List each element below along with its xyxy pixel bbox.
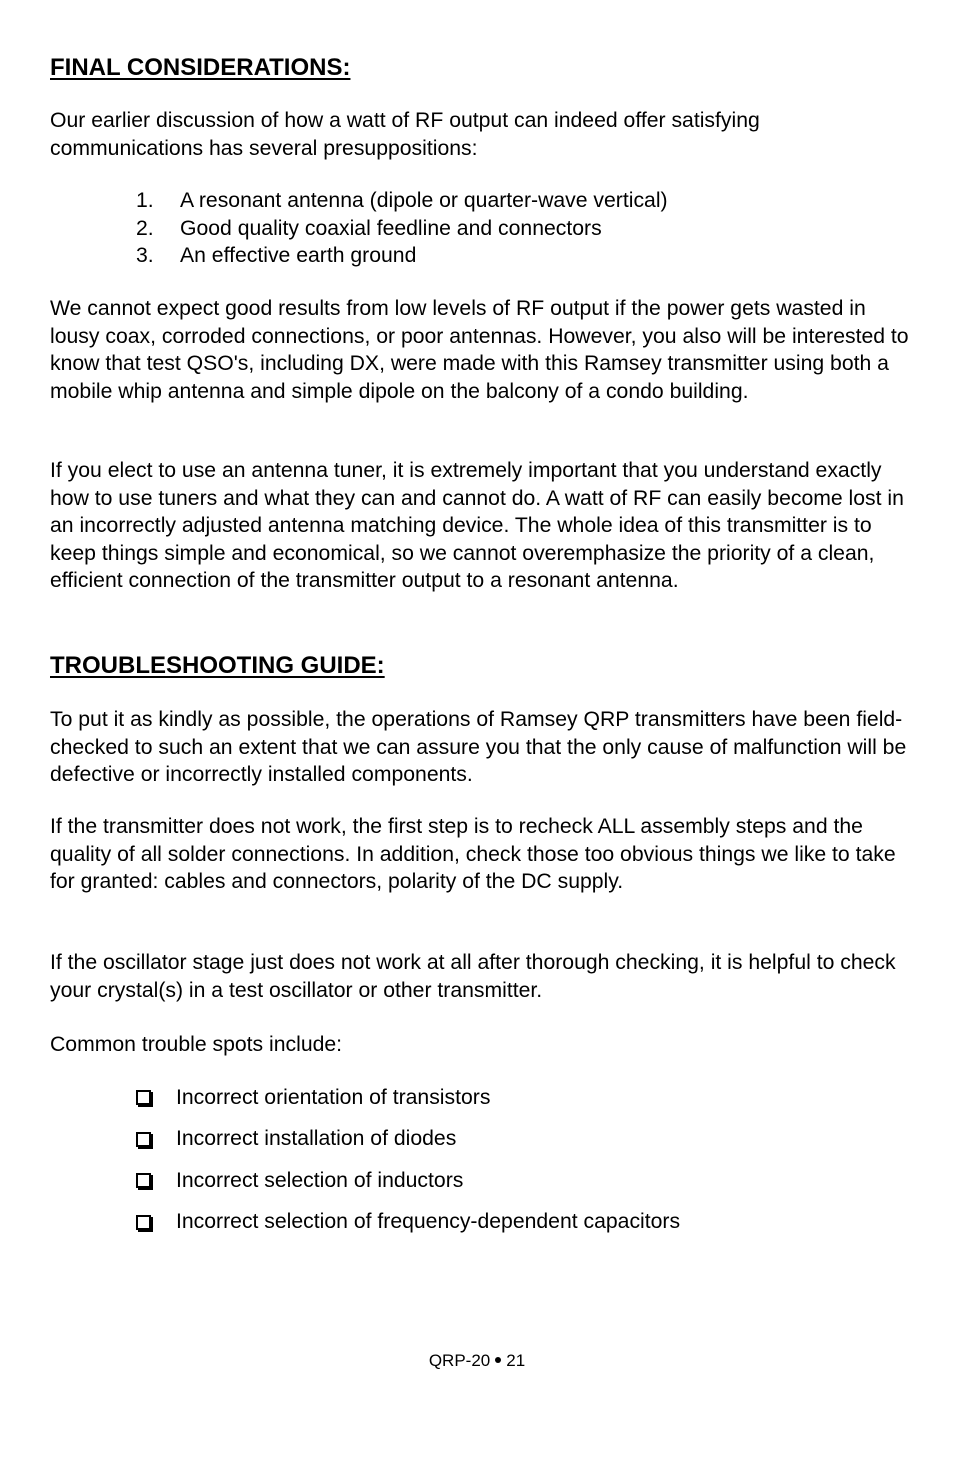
heading-troubleshooting-guide: TROUBLESHOOTING GUIDE: [50, 652, 385, 679]
list-text: Incorrect selection of frequency-dependent capacitors [176, 1210, 681, 1234]
paragraph-intro: Our earlier discussion of how a watt of RF output can indeed offer satisfying communications has several presuppositions: [50, 109, 760, 160]
paragraph-rf-output: We cannot expect good results from low levels of RF output if the power gets wasted in lousy coax, corroded connections, or poor antennas. However, you also will be interested to know that test QSO's, including DX, were made with this Ramsey transmitter using both a mobile whip antenna and simple dipole on the balcony of a condo building. [50, 297, 909, 403]
list-number: 1. [136, 189, 154, 212]
checkbox-icon [136, 1173, 151, 1188]
paragraph-trouble-spots: Common trouble spots include: [50, 1033, 343, 1056]
list-item [136, 242, 668, 270]
presuppositions-list [136, 187, 668, 270]
list-text: Good quality coaxial feedline and connectors [180, 216, 602, 240]
footer-model: QRP-20 [428, 1351, 491, 1370]
paragraph-recheck: If the transmitter does not work, the first step is to recheck ALL assembly steps and the quality of all solder connections. In addition, check those too obvious things we like to take for granted: cables and connectors, polarity of the DC supply. [50, 815, 896, 894]
paragraph-field-checked: To put it as kindly as possible, the operations of Ramsey QRP transmitters have been field-checked to such an extent that we can assure you that the only cause of malfunction will be defective or incorrectly installed components. [50, 708, 907, 787]
page-footer [0, 1351, 954, 1371]
page-number: 21 [506, 1351, 526, 1370]
heading-final-considerations: FINAL CONSIDERATIONS: [50, 54, 351, 81]
checkbox-icon [136, 1090, 151, 1105]
bullet-icon [495, 1357, 501, 1363]
paragraph-oscillator: If the oscillator stage just does not work at all after thorough checking, it is helpful to check your crystal(s) in a test oscillator or other transmitter. [50, 951, 896, 1002]
list-item [136, 1160, 680, 1202]
list-item [136, 1077, 680, 1119]
list-text: Incorrect selection of inductors [176, 1168, 464, 1192]
list-text: Incorrect orientation of transistors [176, 1085, 491, 1109]
list-item [136, 1119, 680, 1161]
list-item [136, 215, 668, 243]
list-text: An effective earth ground [180, 244, 417, 268]
checkbox-icon [136, 1215, 151, 1230]
list-number: 3. [136, 244, 154, 268]
list-number: 2. [136, 216, 154, 240]
list-text: A resonant antenna (dipole or quarter-wave vertical) [180, 189, 668, 212]
list-item [136, 1202, 680, 1244]
checkbox-icon [136, 1132, 151, 1147]
list-item [136, 187, 668, 215]
list-text: Incorrect installation of diodes [176, 1127, 457, 1151]
trouble-spots-list [136, 1077, 680, 1243]
paragraph-antenna-tuner: If you elect to use an antenna tuner, it is extremely important that you understand exactly how to use tuners and what they can and cannot do. A watt of RF can easily become lost in an incorrectly adjusted antenna matching device. The whole idea of this transmitter is to keep things simple and economical, so we cannot overemphasize the priority of a clean, efficient connection of the transmitter output to a resonant antenna. [50, 459, 904, 593]
